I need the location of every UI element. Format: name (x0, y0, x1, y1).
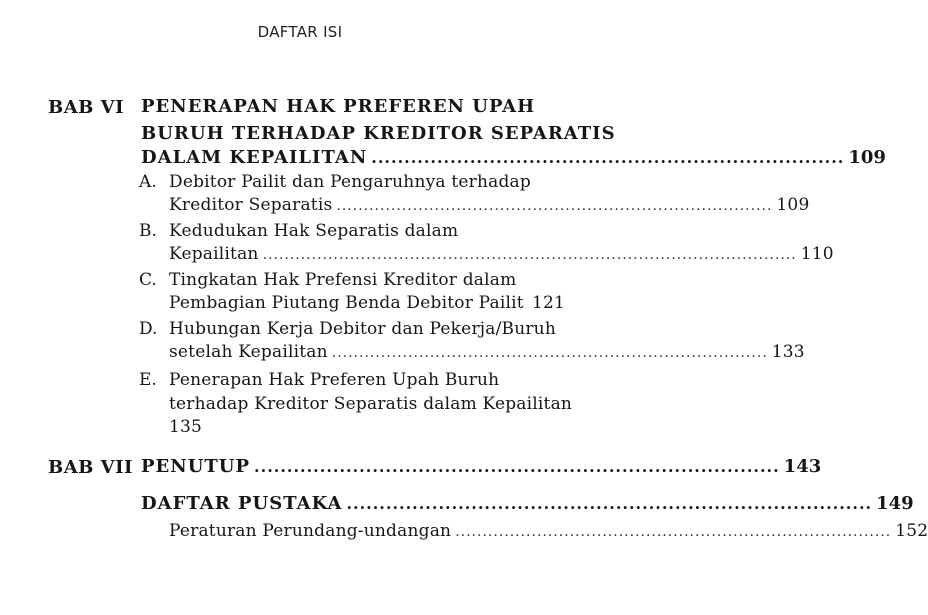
toc-entry-peraturan[interactable] (169, 521, 928, 541)
dot-leader: ........................................................................ (371, 148, 845, 167)
toc-entry-section-e[interactable] (169, 417, 202, 437)
section-title-a-line-1 (169, 172, 531, 192)
dot-leader: ................................................................................ (455, 524, 892, 540)
toc-entry-bab-vi[interactable] (141, 147, 886, 168)
section-title-text: Kepailitan (169, 244, 259, 264)
dot-leader: .................................................................................................. (262, 247, 797, 263)
page-number: 133 (771, 342, 805, 362)
section-title-d-line-1 (169, 319, 556, 339)
page-number: 135 (169, 417, 203, 437)
section-title-text: terhadap Kreditor Separatis dalam Kepailitan (169, 394, 573, 414)
toc-entry-section-b[interactable] (169, 244, 834, 264)
section-title-text: Tingkatan Hak Prefensi Kreditor dalam (169, 270, 517, 290)
chapter-label-bab-vi: BAB VI (48, 97, 125, 118)
section-letter-b: B. (139, 221, 157, 241)
chapter-title-line-1 (141, 96, 535, 117)
page-number: 121 (531, 293, 565, 313)
page-number: 152 (895, 521, 928, 541)
section-letter-a: A. (139, 172, 157, 192)
section-title-text: Debitor Pailit dan Pengaruhnya terhadap (169, 172, 531, 192)
page-number: 149 (876, 493, 914, 514)
chapter-title-text: PENUTUP (141, 456, 251, 477)
toc-entry-section-c[interactable] (169, 293, 565, 313)
chapter-title-text: DALAM KEPAILITAN (141, 147, 368, 168)
section-letter-d: D. (139, 319, 158, 339)
chapter-label-bab-vii: BAB VII (48, 457, 133, 478)
toc-entry-daftar-pustaka[interactable] (141, 493, 914, 514)
page-number: 143 (783, 456, 822, 477)
section-title-text: Peraturan Perundang-undangan (169, 521, 452, 541)
dot-leader: ................................................................................ (346, 494, 873, 513)
section-title-text: Kedudukan Hak Separatis dalam (169, 221, 459, 241)
dot-leader: ................................................................................ (336, 198, 773, 214)
chapter-title-line-2 (141, 123, 616, 144)
page-number: 110 (800, 244, 834, 264)
section-letter-c: C. (139, 270, 157, 290)
page-header: DAFTAR ISI (257, 23, 343, 41)
section-title-text: setelah Kepailitan (169, 342, 328, 362)
chapter-title-text: BURUH TERHADAP KREDITOR SEPARATIS (141, 123, 616, 144)
toc-entry-section-d[interactable] (169, 342, 805, 362)
chapter-title-text: PENERAPAN HAK PREFEREN UPAH (141, 96, 536, 117)
page-number: 109 (776, 195, 810, 215)
dot-leader: ................................................................................ (331, 345, 768, 361)
section-title-c-line-1 (169, 270, 516, 290)
section-letter-e: E. (139, 370, 157, 390)
section-title-text: Kreditor Separatis (169, 195, 333, 215)
section-title-text: Hubungan Kerja Debitor dan Pekerja/Buruh (169, 319, 556, 339)
toc-entry-bab-vii[interactable] (141, 456, 822, 477)
dot-leader: ................................................................................ (254, 457, 780, 476)
page-number: 109 (848, 147, 886, 168)
toc-entry-section-a[interactable] (169, 195, 810, 215)
section-title-e-line-2 (169, 394, 572, 414)
section-title-e-line-1 (169, 370, 499, 390)
section-title-b-line-1 (169, 221, 458, 241)
chapter-title-text: DAFTAR PUSTAKA (141, 493, 343, 514)
section-title-text: Pembagian Piutang Benda Debitor Pailit (169, 293, 524, 313)
section-title-text: Penerapan Hak Preferen Upah Buruh (169, 370, 500, 390)
